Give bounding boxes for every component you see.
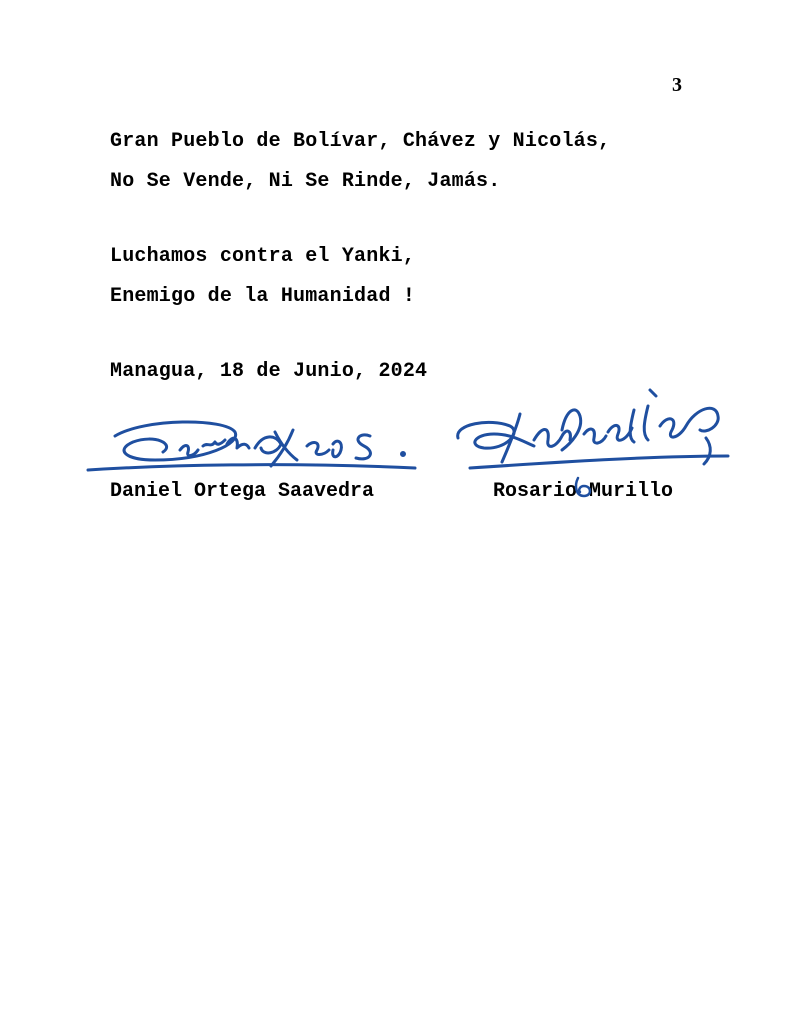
body-line-4: Enemigo de la Humanidad !	[110, 285, 416, 308]
date-line: Managua, 18 de Junio, 2024	[110, 360, 428, 383]
ink-overlap-mark	[572, 474, 596, 500]
page-number: 3	[672, 74, 682, 96]
body-line-1: Gran Pueblo de Bolívar, Chávez y Nicolás,	[110, 130, 611, 153]
body-line-2: No Se Vende, Ni Se Rinde, Jamás.	[110, 170, 501, 193]
body-line-3: Luchamos contra el Yanki,	[110, 245, 416, 268]
signature-name-left: Daniel Ortega Saavedra	[110, 480, 375, 503]
signature-left	[85, 410, 425, 480]
signature-name-right: Rosario Murillo	[493, 480, 674, 503]
